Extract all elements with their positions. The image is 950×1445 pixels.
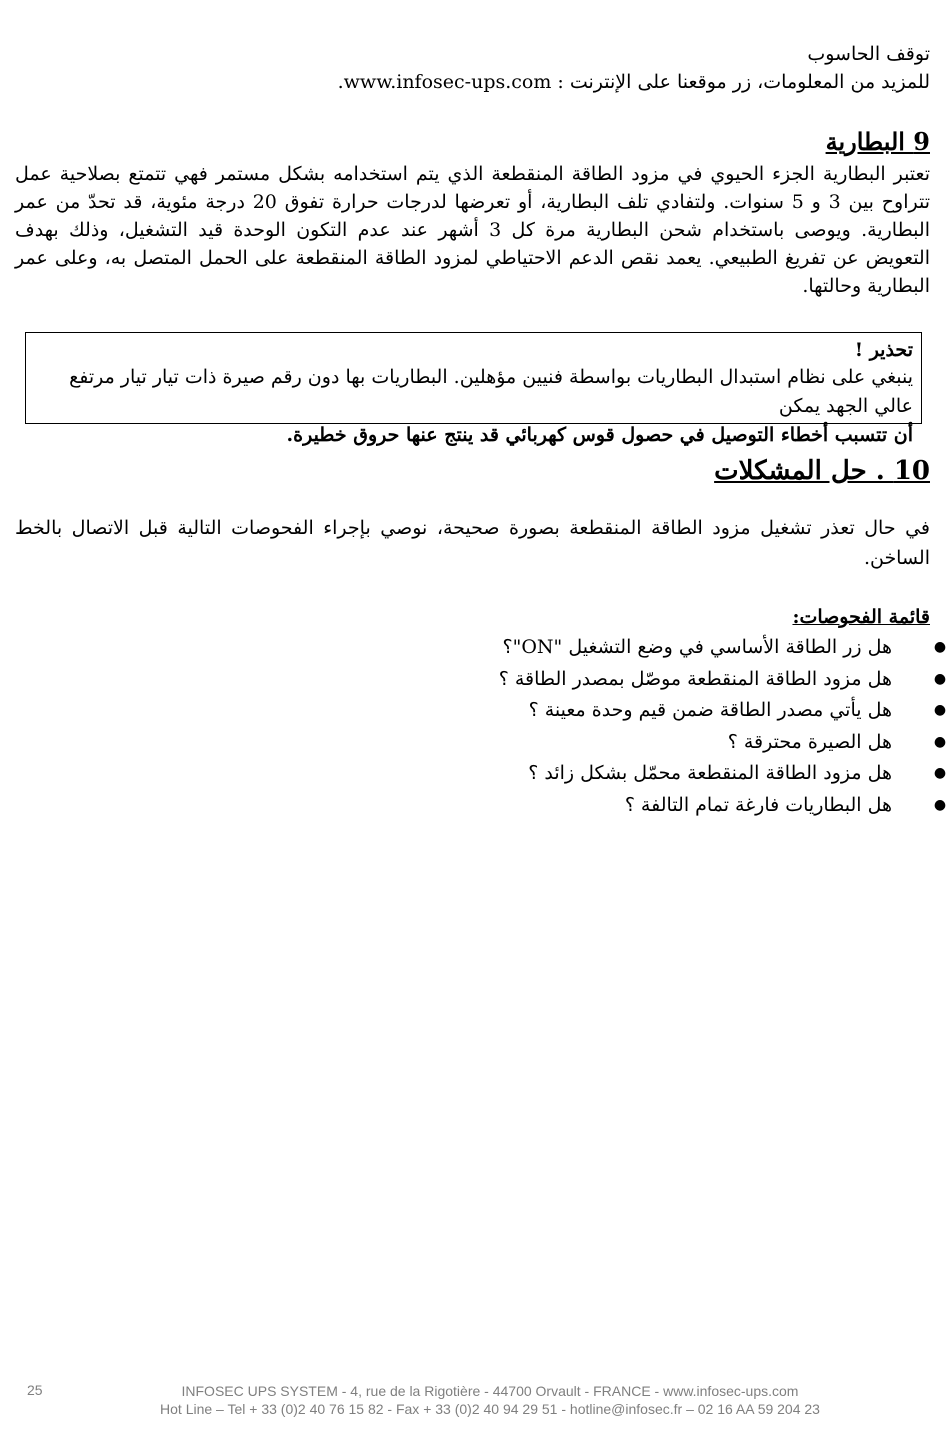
warning-line-2: أن تتسبب أخطاء التوصيل في حصول قوس كهربائي قد ينتج عنها حروق خطيرة. — [286, 424, 913, 446]
bullet-icon: ● — [933, 733, 947, 750]
check-item-text: هل يأتي مصدر الطاقة ضمن قيم وحدة معينة ؟ — [528, 699, 892, 721]
bullet-icon: ● — [933, 670, 947, 687]
check-item-text: هل الصيرة محترقة ؟ — [727, 730, 892, 753]
checks-list-heading: قائمة الفحوصات: — [792, 606, 930, 628]
bullet-icon: ● — [933, 702, 947, 718]
list-item — [499, 758, 947, 790]
check-item-text: هل البطاريات فارغة تمام التالفة ؟ — [624, 793, 892, 816]
warning-line-1: ينبغي على نظام استبدال البطاريات بواسطة فنيين مؤهلين. البطاريات بها دون رقم صيرة ذات تيار تيار مرتفع عالي الجهد يمكن — [69, 366, 913, 417]
battery-section-heading: 9 البطارية — [825, 127, 930, 156]
page-number: 25 — [27, 1382, 43, 1398]
warning-box — [25, 332, 922, 446]
footer-address-line: INFOSEC UPS SYSTEM - 4, rue de la Rigotière - 44700 Orvault - FRANCE - www.infosec-ups.com — [181, 1383, 799, 1399]
page-footer — [0, 1382, 950, 1418]
bullet-icon: ● — [933, 639, 947, 655]
list-item — [498, 664, 947, 696]
intro-line-1: توقف الحاسوب — [807, 43, 930, 65]
bullet-icon: ● — [933, 796, 947, 813]
troubleshooting-section-body: في حال تعذر تشغيل مزود الطاقة المنقطعة بصورة صحيحة، نوصي بإجراء الفحوصات التالية قبل الاتصال بالخط الساخن. — [15, 517, 930, 569]
footer-contact-line: Hot Line – Tel + 33 (0)2 40 76 15 82 - Fax + 33 (0)2 40 94 29 51 - hotline@infosec.fr – 02 16 AA 59 204 23 — [160, 1401, 820, 1417]
bullet-icon: ● — [933, 765, 947, 781]
list-item — [499, 790, 947, 822]
check-item-text: هل زر الطاقة الأساسي في وضع التشغيل "ON"؟ — [502, 636, 892, 658]
battery-section-body: تعتبر البطارية الجزء الحيوي في مزود الطاقة المنقطعة الذي يتم استخدامه بشكل مستمر فهي تتمتع بصلاحية عمل تتراوح بين 3 و 5 سنوات. ولتفادي تلف البطارية، أو تعرضها لدرجات حرارة تفوق 20 درجة مئوية، قد تحدّ من عمر البطارية. ويوصى باستخدام شحن البطارية مرة كل 3 أشهر عند عدم التكون الوحدة قيد التشغيل، وذلك بهدف التعويض عن تفريغ الطبيعي. يعمد نقص الدعم الاحتياطي لمزود الطاقة المنقطعة على الحمل المتصل به، وعلى عمر البطارية وحالتها. — [15, 163, 930, 297]
check-item-text: هل مزود الطاقة المنقطعة محمّل بشكل زائد ؟ — [528, 762, 892, 784]
list-item — [499, 727, 947, 759]
checks-list — [498, 632, 947, 821]
list-item — [499, 632, 947, 664]
warning-title: تحذير ! — [854, 339, 913, 361]
troubleshooting-section-heading: 10 . حل المشكلات — [714, 456, 930, 486]
intro-line-2: للمزيد من المعلومات، زر موقعنا على الإنترنت : www.infosec-ups.com. — [337, 71, 930, 93]
warning-body — [34, 363, 913, 450]
check-item-text: هل مزود الطاقة المنقطعة موصّل بمصدر الطاقة ؟ — [498, 667, 892, 690]
list-item — [499, 695, 947, 727]
intro-text — [20, 40, 930, 96]
